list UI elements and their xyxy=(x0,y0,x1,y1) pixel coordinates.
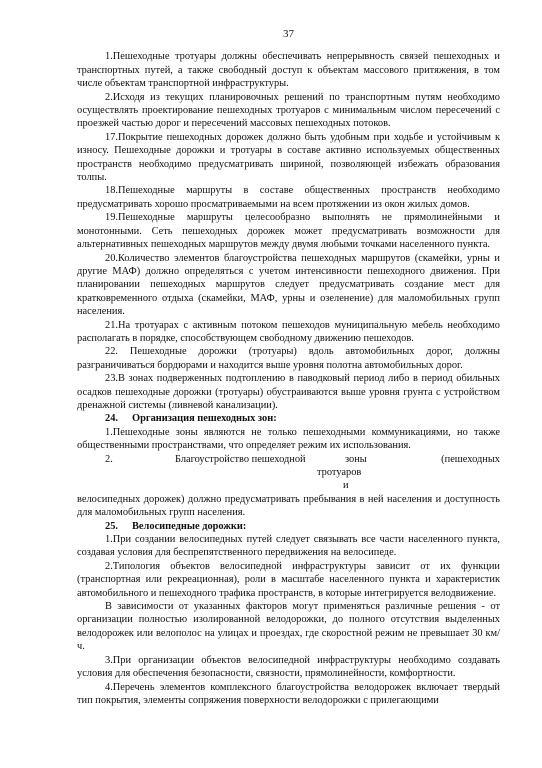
section-24-item-text-c: (пешеходных xyxy=(441,453,500,465)
section-25-paragraph-2: 2.Типология объектов велосипедной инфраструктуры зависит от их функции (транспортная или рекреационная), роли в масштабе населенного пункта и характеристик автомобильного и пешеходного трафика пространств, в которые интегрируется велодвижение. xyxy=(77,560,500,599)
section-25-paragraph-3: В зависимости от указанных факторов могут применяться различные решения - от организации полностью изолированной велодорожки, до полного отсутствия выделенных велодорожек или велополос на улицах и проездах, где скоростной режим не превышает 30 км/ч. xyxy=(77,601,500,653)
paragraph-23: 23.В зонах подверженных подтоплению в паводковый период либо в период обильных осадков пешеходные дорожки (тротуары) обустраиваются выше уровня грунта с устройством дренажной системы (ливневой канализации). xyxy=(77,373,500,411)
section-24-item-text-b: зоны xyxy=(345,453,367,465)
section-24-item-number: 2. xyxy=(105,453,113,465)
section-24-paragraph-2-tail: велосипедных дорожек) должно предусматривать пребывания в ней населения и доступность для маломобильных групп населения. xyxy=(77,493,500,519)
section-25-heading xyxy=(77,520,500,533)
section-24-heading xyxy=(77,412,500,425)
paragraph-20: 20.Количество элементов благоустройства пешеходных маршрутов (скамейки, урны и другие МАФ) должно определяться с учетом интенсивности пешеходного движения. При планировании пешеходных маршрутов следует предусматривать создание мест для кратковременного отдыха (скамейки, МАФ, урны и озеленение) для маломобильных групп населения. xyxy=(77,252,500,318)
section-24-paragraph-2-line-2 xyxy=(77,466,500,479)
section-25-paragraph-4: 3.При организации объектов велосипедной инфраструктуры необходимо создавать условия для обеспечения безопасности, связности, прямолинейности, комфортности. xyxy=(77,654,500,680)
paragraph-2: 2.Исходя из текущих планировочных решений по транспортным путям необходимо осуществлять проектирование пешеходных тротуаров с минимальным числом пересечений с проезжей частью дорог и пересечений массовых пешеходных потоков. xyxy=(77,91,500,130)
paragraph-1: 1.Пешеходные тротуары должны обеспечивать непрерывность связей пешеходных и транспортных путей, а также свободный доступ к объектам массового притяжения, в том числе объектам транспортной инфраструктуры. xyxy=(77,51,500,90)
section-24-spacer-2 xyxy=(77,479,317,492)
section-24-item-text-e: и xyxy=(343,480,349,492)
paragraph-18: 18.Пешеходные маршруты в составе общественных пространств необходимо предусматривать хорошо просматриваемыми на всем протяжении из окон жилых домов. xyxy=(77,185,500,210)
section-25-title: Велосипедные дорожки: xyxy=(132,520,247,532)
section-24-item-text-a: Благоустройство пешеходной xyxy=(175,453,306,465)
paragraph-22: 22. Пешеходные дорожки (тротуары) вдоль автомобильных дорог, должны разграничиваться бордюрами и находится выше уровня полотна автомобильных дорог. xyxy=(77,346,500,371)
section-25-paragraph-1: 1.При создании велосипедных путей следует связывать все части населенного пункта, создавая условия для беспрепятственного передвижения на велосипеде. xyxy=(77,534,500,559)
section-24-paragraph-1: 1.Пешеходные зоны являются не только пешеходными коммуникациями, но также общественными пространствами, что определяет режим их использования. xyxy=(77,426,500,452)
section-25-number: 25. xyxy=(105,520,118,532)
section-24-spacer xyxy=(77,466,317,479)
page-number: 37 xyxy=(283,28,294,40)
paragraph-19: 19.Пешеходные маршруты целесообразно выполнять не прямолинейными и монотонными. Сеть пешеходных дорожек может предусматривать возможности для альтернативных пешеходных маршрутов между двумя любыми точками населенного пункта. xyxy=(77,212,500,251)
section-25-paragraph-5: 4.Перечень элементов комплексного благоустройства велодорожек включает твердый тип покрытия, элементы сопряжения поверхности велодорожки с прилегающими xyxy=(77,681,500,706)
section-24-title: Организация пешеходных зон: xyxy=(132,413,277,425)
paragraph-17: 17.Покрытие пешеходных дорожек должно быть удобным при ходьбе и устойчивым к износу. Пешеходные дорожки и тротуары в составе активно используемых общественных пространств необходимо предусматривать шириной, позволяющей избежать образования толпы. xyxy=(77,131,500,184)
section-24-item-text-d: тротуаров xyxy=(317,467,362,478)
paragraph-21: 21.На тротуарах с активным потоком пешеходов муниципальную мебель необходимо располагать в порядке, способствующем свободному движению пешеходов. xyxy=(77,319,500,344)
section-24-paragraph-2-line-3 xyxy=(77,479,500,492)
section-24-number: 24. xyxy=(105,413,118,425)
section-24-paragraph-2-line-1 xyxy=(77,453,500,466)
